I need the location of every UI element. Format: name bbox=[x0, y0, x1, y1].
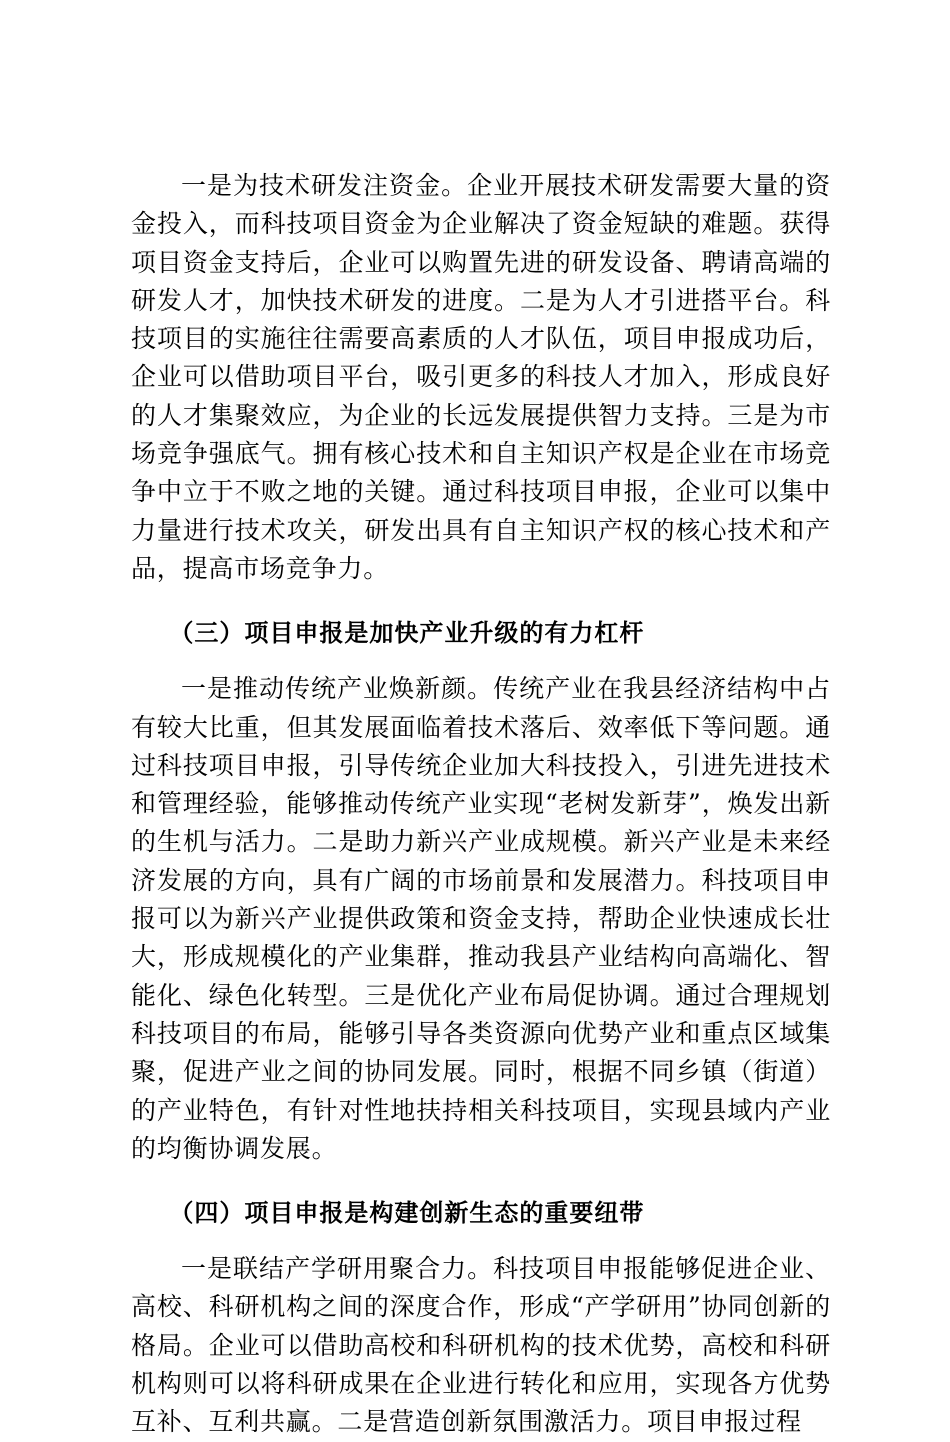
spacer bbox=[131, 1232, 831, 1250]
spacer bbox=[131, 1168, 831, 1194]
document-body bbox=[131, 167, 831, 1442]
body-paragraph-2: 一是推动传统产业焕新颜。传统产业在我县经济结构中占有较大比重，但其发展面临着技术落后、效率低下等问题。通过科技项目申报，引导传统企业加大科技投入，引进先进技术和管理经验，能够推动传统产业实现“老树发新芽”，焕发出新的生机与活力。二是助力新兴产业成规模。新兴产业是未来经济发展的方向，具有广阔的市场前景和发展潜力。科技项目申报可以为新兴产业提供政策和资金支持，帮助企业快速成长壮大，形成规模化的产业集群，推动我县产业结构向高端化、智能化、绿色化转型。三是优化产业布局促协调。通过合理规划科技项目的布局，能够引导各类资源向优势产业和重点区域集聚，促进产业之间的协同发展。同时，根据不同乡镇（街道）的产业特色，有针对性地扶持相关科技项目，实现县域内产业的均衡协调发展。 bbox=[131, 674, 831, 1163]
section-heading-3: （三）项目申报是加快产业升级的有力杠杆 bbox=[169, 619, 645, 648]
body-paragraph-1: 一是为技术研发注资金。企业开展技术研发需要大量的资金投入，而科技项目资金为企业解决了资金短缺的难题。获得项目资金支持后，企业可以购置先进的研发设备、聘请高端的研发人才，加快技术研发的进度。二是为人才引进搭平台。科技项目的实施往往需要高素质的人才队伍，项目申报成功后，企业可以借助项目平台，吸引更多的科技人才加入，形成良好的人才集聚效应，为企业的长远发展提供智力支持。三是为市场竞争强底气。拥有核心技术和自主知识产权是企业在市场竞争中立于不败之地的关键。通过科技项目申报，企业可以集中力量进行技术攻关，研发出具有自主知识产权的核心技术和产品，提高市场竞争力。 bbox=[131, 171, 831, 583]
spacer bbox=[131, 652, 831, 670]
spacer bbox=[131, 588, 831, 614]
body-paragraph-3: 一是联结产学研用聚合力。科技项目申报能够促进企业、高校、科研机构之间的深度合作，形成“产学研用”协同创新的格局。企业可以借助高校和科研机构的技术优势，高校和科研机构则可以将科研成果在企业进行转化和应用，实现各方优势互补、互利共赢。二是营造创新氛围激活力。项目申报过程 bbox=[131, 1254, 831, 1437]
section-heading-4: （四）项目申报是构建创新生态的重要纽带 bbox=[169, 1199, 645, 1228]
